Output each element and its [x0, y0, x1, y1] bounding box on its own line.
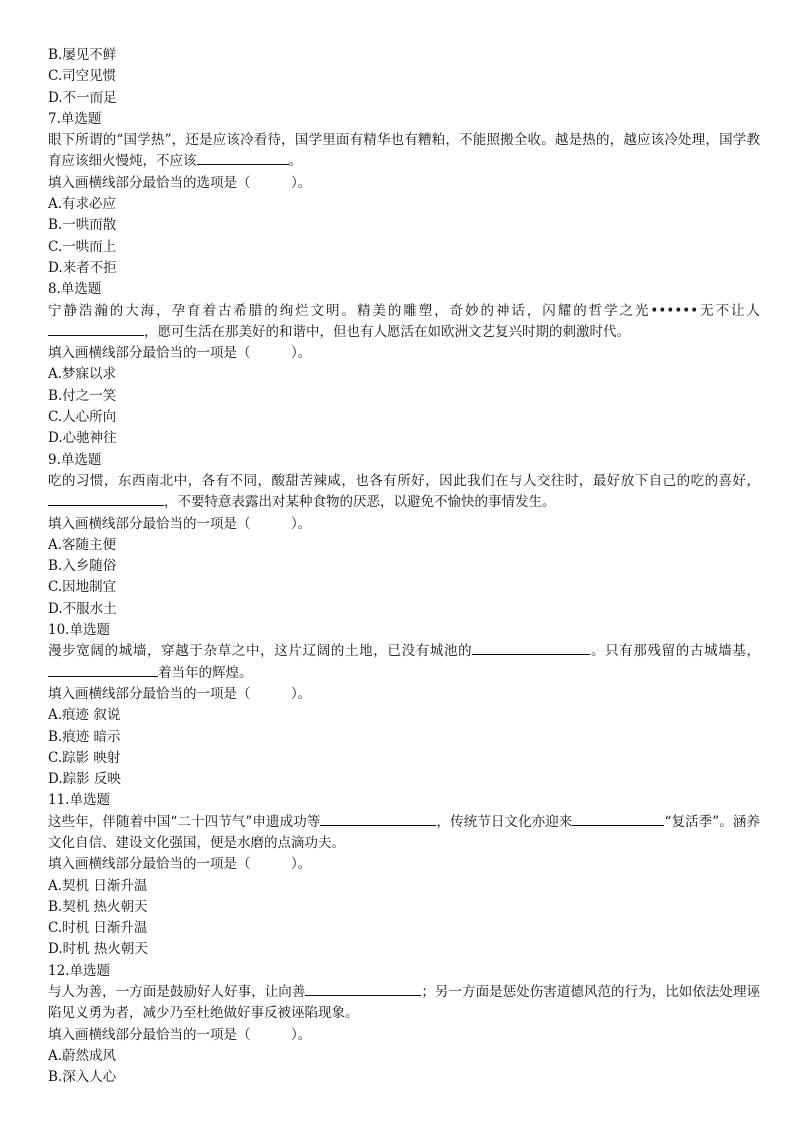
q10-option-a[interactable]: A.痕迹 叙说 — [48, 707, 121, 724]
q12-option-b[interactable]: B.深入人心 — [48, 1069, 117, 1086]
q8-option-d[interactable]: D.心驰神往 — [48, 430, 117, 447]
q8-stem-text-2: ，愿可生活在那美好的和谐中，但也有人愿活在如欧洲文艺复兴时期的刺激时代。 — [144, 323, 630, 340]
q8-header: 8.单选题 — [48, 281, 102, 298]
q6-option-c[interactable]: C.司空见惯 — [48, 68, 117, 85]
q10-stem-text-3: 着当年的辉煌。 — [158, 664, 253, 681]
q12-stem-text-2: ；另一方面是惩处伤害道德风范的行为，比如依法处理诬陷见义勇为者，减少乃至杜绝做好事反被诬陷现象。 — [48, 984, 761, 1022]
q8-blank — [48, 323, 144, 336]
q11-option-d[interactable]: D.时机 热火朝天 — [48, 941, 148, 958]
q7-blank — [197, 152, 289, 165]
q11-stem — [48, 812, 760, 855]
q8-option-a[interactable]: A.梦寐以求 — [48, 366, 117, 383]
q10-stem-text-1: 漫步宽阔的城墙，穿越于杂草之中，这片辽阔的土地，已没有城池的 — [48, 643, 473, 660]
q11-option-a[interactable]: A.契机 日渐升温 — [48, 877, 148, 894]
q10-option-d[interactable]: D.踪影 反映 — [48, 771, 121, 788]
q6-option-b[interactable]: B.屡见不鲜 — [48, 47, 117, 63]
q12-option-a[interactable]: A.蔚然成风 — [48, 1047, 117, 1064]
q7-option-b[interactable]: B.一哄而散 — [48, 217, 117, 234]
q9-blank — [48, 493, 164, 506]
q11-stem-text-1: 这些年，伴随着中国“二十四节气”申遗成功等 — [48, 813, 321, 830]
q11-option-c[interactable]: C.时机 日渐升温 — [48, 920, 148, 937]
q9-option-a[interactable]: A.客随主便 — [48, 536, 117, 553]
q10-blank-1 — [472, 642, 590, 655]
q7-option-d[interactable]: D.来者不拒 — [48, 259, 117, 276]
q7-header: 7.单选题 — [48, 110, 102, 127]
q11-prompt: 填入画横线部分最恰当的一项是（ ）。 — [48, 856, 312, 873]
q10-blank-2 — [48, 664, 158, 677]
q7-stem-text-2: 。 — [288, 153, 302, 170]
q7-prompt: 填入画横线部分最恰当的选项是（ ）。 — [48, 174, 312, 191]
q8-prompt: 填入画横线部分最恰当的一项是（ ）。 — [48, 345, 312, 362]
q9-stem-text-1: 吃的习惯，东西南北中，各有不同，酸甜苦辣咸，也各有所好，因此我们在与人交往时，最好放下自己的吃的喜好， — [48, 472, 760, 489]
q10-prompt: 填入画横线部分最恰当的一项是（ ）。 — [48, 685, 312, 702]
q11-blank-1 — [320, 813, 436, 826]
q10-stem — [48, 641, 760, 684]
q8-option-c[interactable]: C.人心所向 — [48, 409, 117, 426]
q9-option-d[interactable]: D.不服水土 — [48, 600, 117, 617]
q12-prompt: 填入画横线部分最恰当的一项是（ ）。 — [48, 1026, 312, 1043]
q12-header: 12.单选题 — [48, 962, 110, 979]
q9-header: 9.单选题 — [48, 451, 102, 468]
q11-stem-text-3: “复活季”。涵养文化自信、建设文化强国，便是水磨的点滴功夫。 — [48, 813, 760, 851]
q7-stem — [48, 130, 760, 173]
q9-stem-text-2: ，不要特意表露出对某种食物的厌恶，以避免不愉快的事情发生。 — [164, 494, 556, 511]
q8-stem-text-1: 宁静浩瀚的大海，孕育着古希腊的绚烂文明。精美的雕塑，奇妙的神话，闪耀的哲学之光••••••无不让人 — [48, 302, 760, 319]
q7-option-c[interactable]: C.一哄而上 — [48, 238, 117, 255]
q9-option-c[interactable]: C.因地制宜 — [48, 579, 117, 596]
q12-stem-text-1: 与人为善，一方面是鼓励好人好事，让向善 — [48, 984, 306, 1001]
q7-stem-text-1: 眼下所谓的“国学热”，还是应该冷看待，国学里面有精华也有糟粕，不能照搬全收。越是热的，越应该冷处理，国学教育应该细火慢炖，不应该 — [48, 132, 760, 170]
q11-stem-text-2: ，传统节日文化亦迎来 — [436, 813, 573, 830]
q10-option-c[interactable]: C.踪影 映射 — [48, 749, 121, 766]
q12-blank — [305, 983, 421, 996]
q11-option-b[interactable]: B.契机 热火朝天 — [48, 898, 148, 915]
q9-stem — [48, 471, 760, 514]
q10-stem-text-2: 。只有那残留的古城墙基， — [590, 643, 761, 660]
q9-prompt: 填入画横线部分最恰当的一项是（ ）。 — [48, 515, 312, 532]
q9-option-b[interactable]: B.入乡随俗 — [48, 558, 117, 575]
q8-stem — [48, 301, 760, 344]
q6-option-d[interactable]: D.不一而足 — [48, 89, 117, 106]
q11-header: 11.单选题 — [48, 792, 110, 809]
q10-header: 10.单选题 — [48, 622, 110, 639]
q11-blank-2 — [572, 813, 664, 826]
q12-stem — [48, 982, 760, 1025]
document-page — [48, 45, 760, 1089]
q7-option-a[interactable]: A.有求必应 — [48, 196, 117, 213]
q10-option-b[interactable]: B.痕迹 暗示 — [48, 728, 121, 745]
q8-option-b[interactable]: B.付之一笑 — [48, 387, 117, 404]
